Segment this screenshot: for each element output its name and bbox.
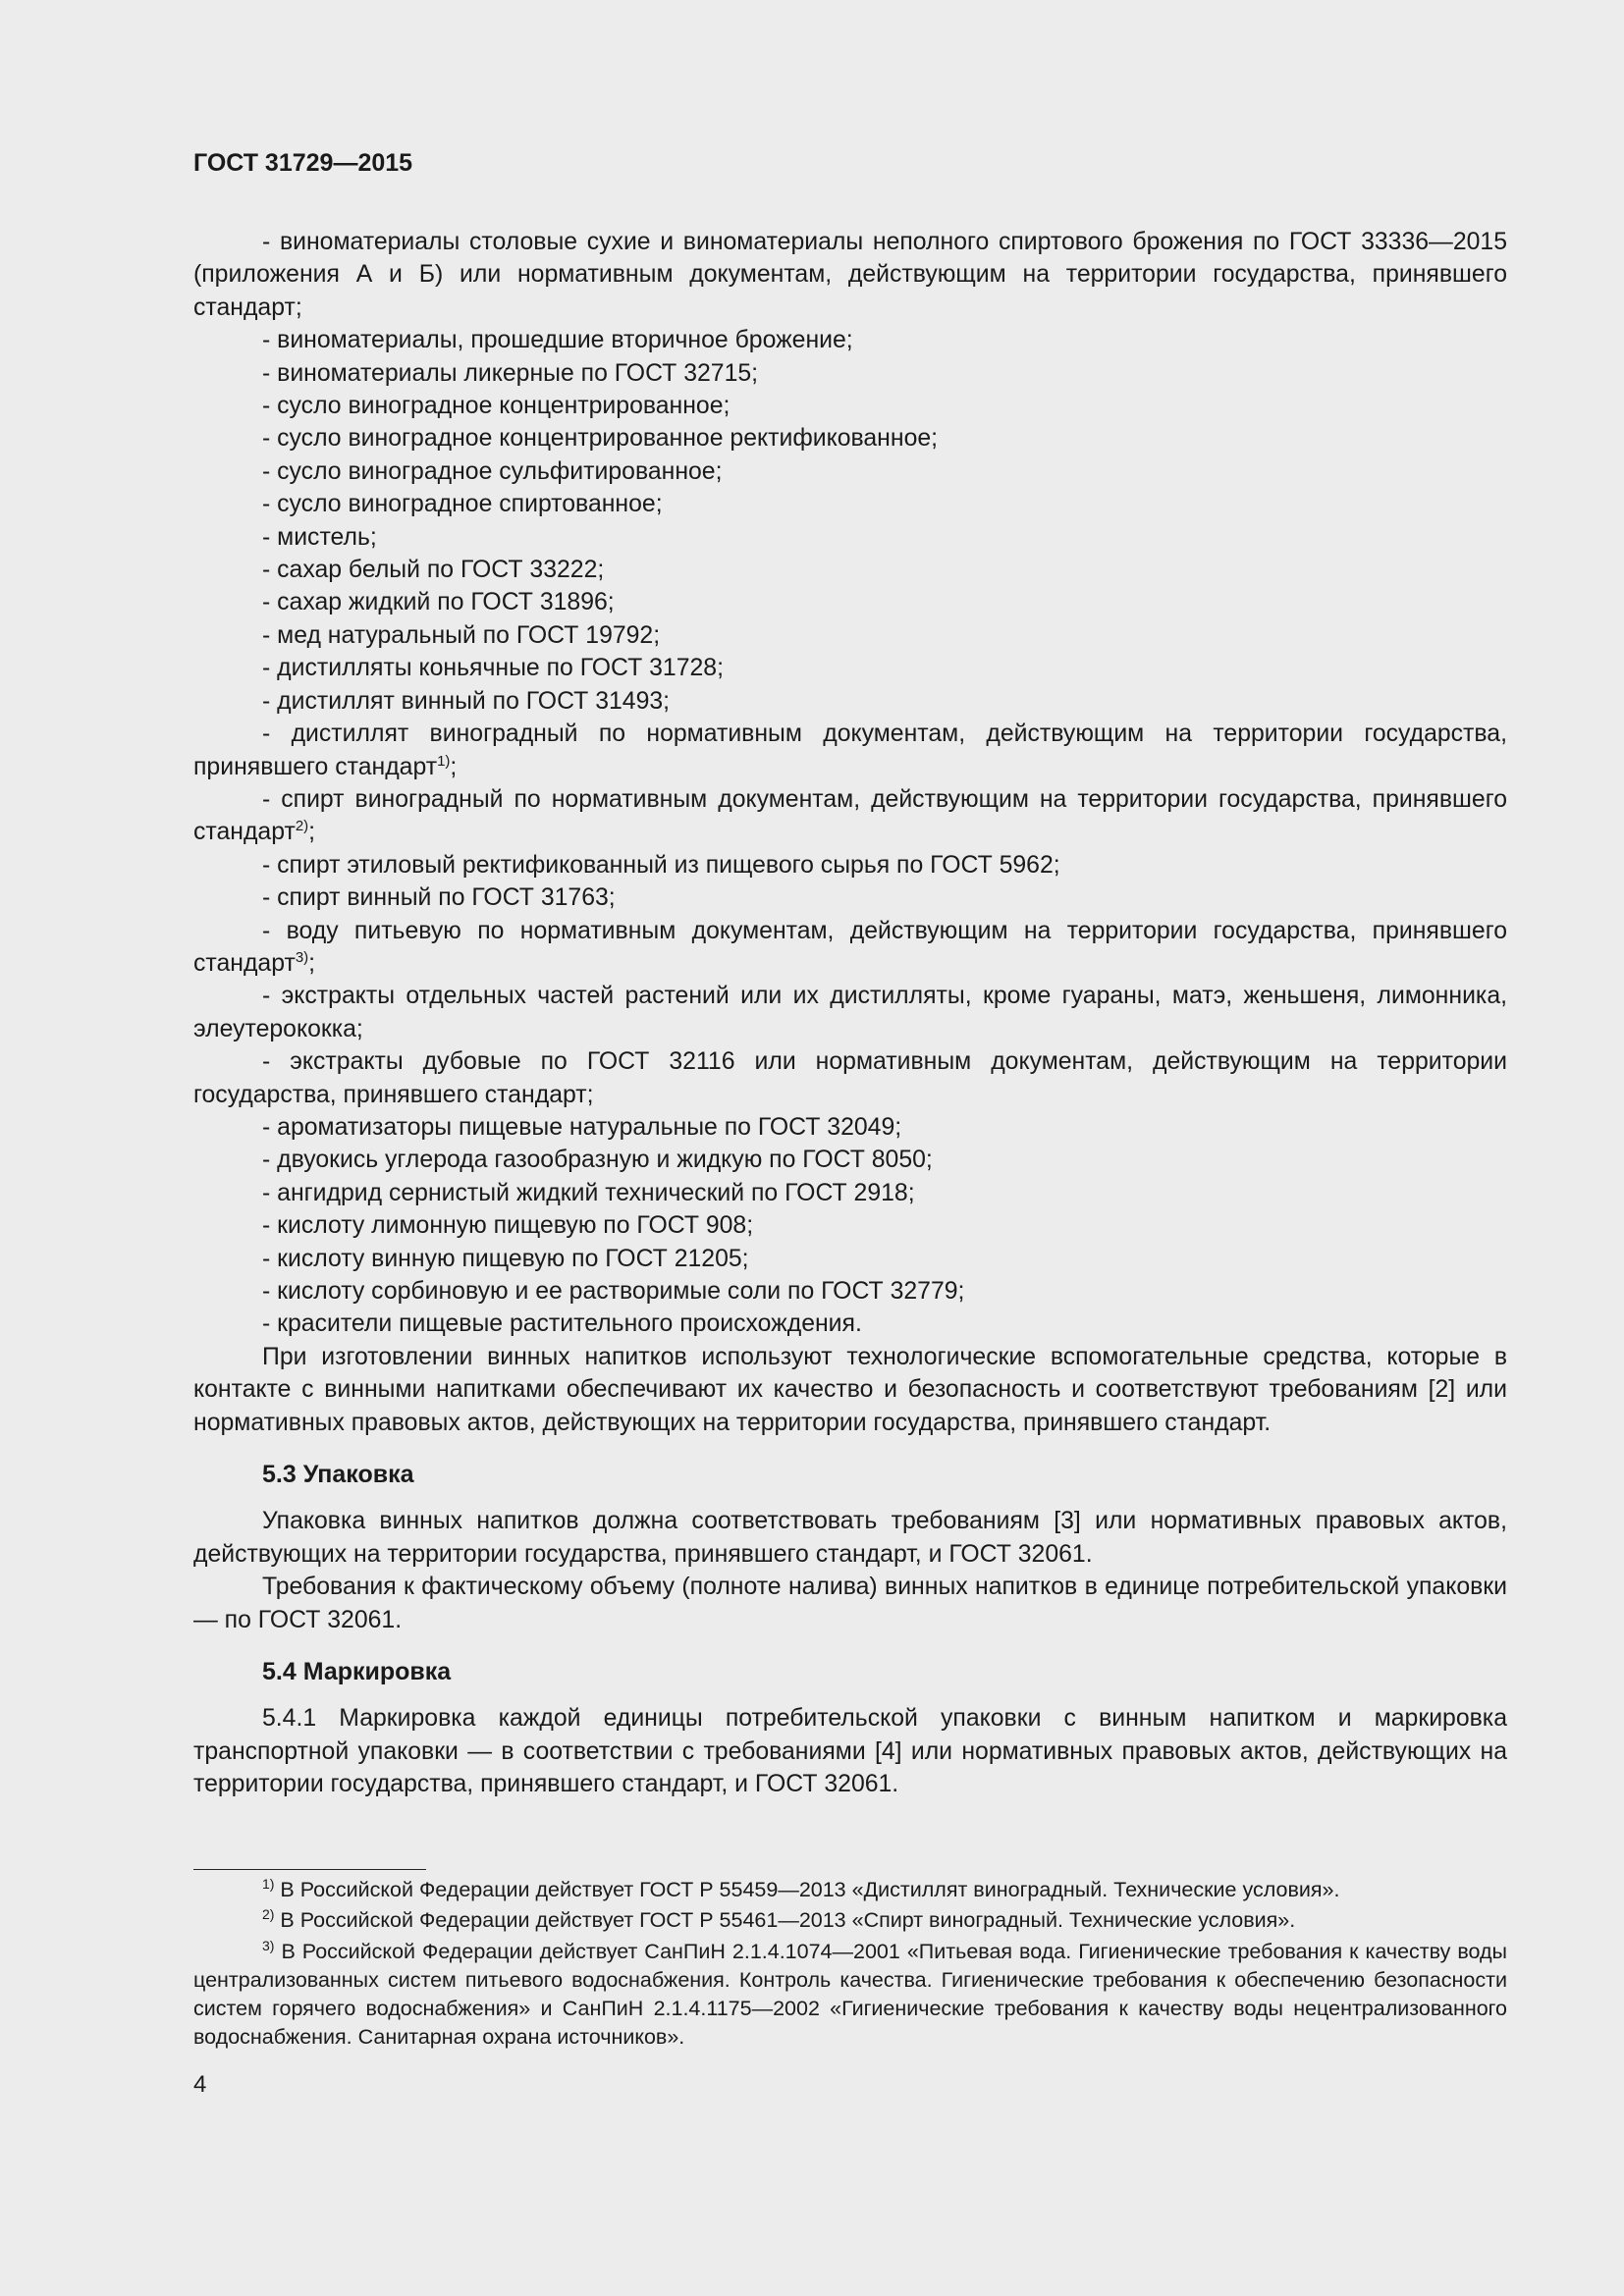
footnotes [193, 1876, 1507, 2055]
list-item: - мистель; [262, 523, 377, 551]
item-end: ; [450, 753, 458, 780]
list-item: - виноматериалы ликерные по ГОСТ 32715; [262, 359, 759, 387]
list-item: - кислоту винную пищевую по ГОСТ 21205; [262, 1245, 749, 1272]
item-text: - воду питьевую по нормативным документам, действующим на территории государства, принявшего стандарт [193, 917, 1507, 977]
list-item: - экстракты дубовые по ГОСТ 32116 или нормативным документам, действующим на территории государства, принявшего стандарт; [193, 1048, 1507, 1108]
list-item: - мед натуральный по ГОСТ 19792; [262, 621, 661, 649]
list-item: - красители пищевые растительного происхождения. [262, 1310, 862, 1338]
footnote-ref-3[interactable]: 3) [295, 948, 309, 966]
list-item-footnoted [193, 718, 1507, 783]
list-item: - дистиллят винный по ГОСТ 31493; [262, 687, 671, 715]
footnote-mark: 3) [262, 1937, 275, 1953]
list-item: - сусло виноградное концентрированное ректификованное; [262, 425, 939, 453]
list-item: - виноматериалы, прошедшие вторичное брожение; [262, 327, 853, 354]
list-item: - ароматизаторы пищевые натуральные по ГОСТ 32049; [262, 1113, 902, 1141]
item-text: - спирт виноградный по нормативным документам, действующим на территории государства, принявшего стандарт [193, 785, 1507, 846]
list-item: - дистилляты коньячные по ГОСТ 31728; [262, 655, 724, 682]
list-item: - спирт винный по ГОСТ 31763; [262, 884, 616, 912]
footnote-ref-2[interactable]: 2) [295, 818, 309, 835]
footnote-mark: 1) [262, 1876, 275, 1892]
footnote-text: В Российской Федерации действует ГОСТ Р 55459—2013 «Дистиллят виноградный. Технические условия». [274, 1878, 1340, 1901]
footnote-text: В Российской Федерации действует ГОСТ Р 55461—2013 «Спирт виноградный. Технические условия». [274, 1908, 1296, 1933]
footnote-separator [193, 1869, 426, 1870]
page-number: 4 [193, 2071, 207, 2098]
section-5-4-title: 5.4 Маркировка [262, 1658, 452, 1686]
section-5-3-title: 5.3 Упаковка [262, 1461, 414, 1489]
main-content [193, 226, 1507, 1801]
section-5-3-para-1: Упаковка винных напитков должна соответствовать требованиям [3] или нормативных правовых актов, действующих на территории государства, принявшего стандарт, и ГОСТ 32061. [193, 1508, 1507, 1568]
item-text: - дистиллят виноградный по нормативным документам, действующим на территории государства, принявшего стандарт [193, 721, 1507, 780]
list-item: - кислоту сорбиновую и ее растворимые соли по ГОСТ 32779; [262, 1278, 965, 1305]
list-item: - сусло виноградное спиртованное; [262, 491, 663, 518]
list-item-footnoted [193, 915, 1507, 981]
list-item: - виноматериалы столовые сухие и виноматериалы неполного спиртового брожения по ГОСТ 33336—2015 (приложения А и Б) или нормативным документам, действующим на территории государства, принявшего стандарт; [193, 229, 1507, 321]
page-header: ГОСТ 31729—2015 [193, 149, 413, 177]
list-item: - кислоту лимонную пищевую по ГОСТ 908; [262, 1212, 754, 1240]
list-item: - двуокись углерода газообразную и жидкую по ГОСТ 8050; [262, 1147, 933, 1174]
item-end: ; [308, 949, 316, 977]
list-item: - экстракты отдельных частей растений или их дистилляты, кроме гуараны, матэ, женьшеня, лимонника, элеутерококка; [193, 983, 1507, 1042]
list-item: - спирт этиловый ректификованный из пищевого сырья по ГОСТ 5962; [262, 851, 1060, 879]
footnote-1 [193, 1876, 1507, 1904]
list-item-footnoted [193, 783, 1507, 849]
footnote-2 [193, 1906, 1507, 1935]
list-item: - сахар белый по ГОСТ 33222; [262, 557, 605, 584]
section-5-3-para-2: Требования к фактическому объему (полноте налива) винных напитков в единице потребительской упаковки — по ГОСТ 32061. [193, 1574, 1507, 1633]
item-end: ; [308, 819, 316, 846]
footnote-3 [193, 1938, 1507, 2053]
ingredients-list [193, 226, 1507, 1341]
list-item: - сусло виноградное сульфитированное; [262, 457, 723, 485]
list-item: - ангидрид сернистый жидкий технический по ГОСТ 2918; [262, 1179, 915, 1206]
list-item: - сусло виноградное концентрированное; [262, 393, 731, 420]
footnote-mark: 2) [262, 1906, 275, 1923]
list-item: - сахар жидкий по ГОСТ 31896; [262, 589, 615, 616]
footnote-text: В Российской Федерации действует СанПиН 2.1.4.1074—2001 «Питьевая вода. Гигиенические требования к качеству воды централизованных систем питьевого водоснабжения. Контроль качества. Гигиенические требования к обеспечению безопасности систем горячего водоснабжения» и СанПиН 2.1.4.1175—2002 «Гигиенические требования к качеству воды нецентрализованного водоснабжения. Санитарная охрана источников». [193, 1939, 1507, 2050]
footnote-ref-1[interactable]: 1) [437, 752, 451, 770]
section-5-4-1-para: 5.4.1 Маркировка каждой единицы потребительской упаковки с винным напитком и маркировка транспортной упаковки — в соответствии с требованиями [4] или нормативных правовых актов, действующих на территории государства, принявшего стандарт, и ГОСТ 32061. [193, 1705, 1507, 1798]
aids-paragraph: При изготовлении винных напитков используют технологические вспомогательные средства, которые в контакте с винными напитками обеспечивают их качество и безопасность и соответствуют требованиям [2] или нормативных правовых актов, действующих на территории государства, принявшего стандарт. [193, 1343, 1507, 1436]
